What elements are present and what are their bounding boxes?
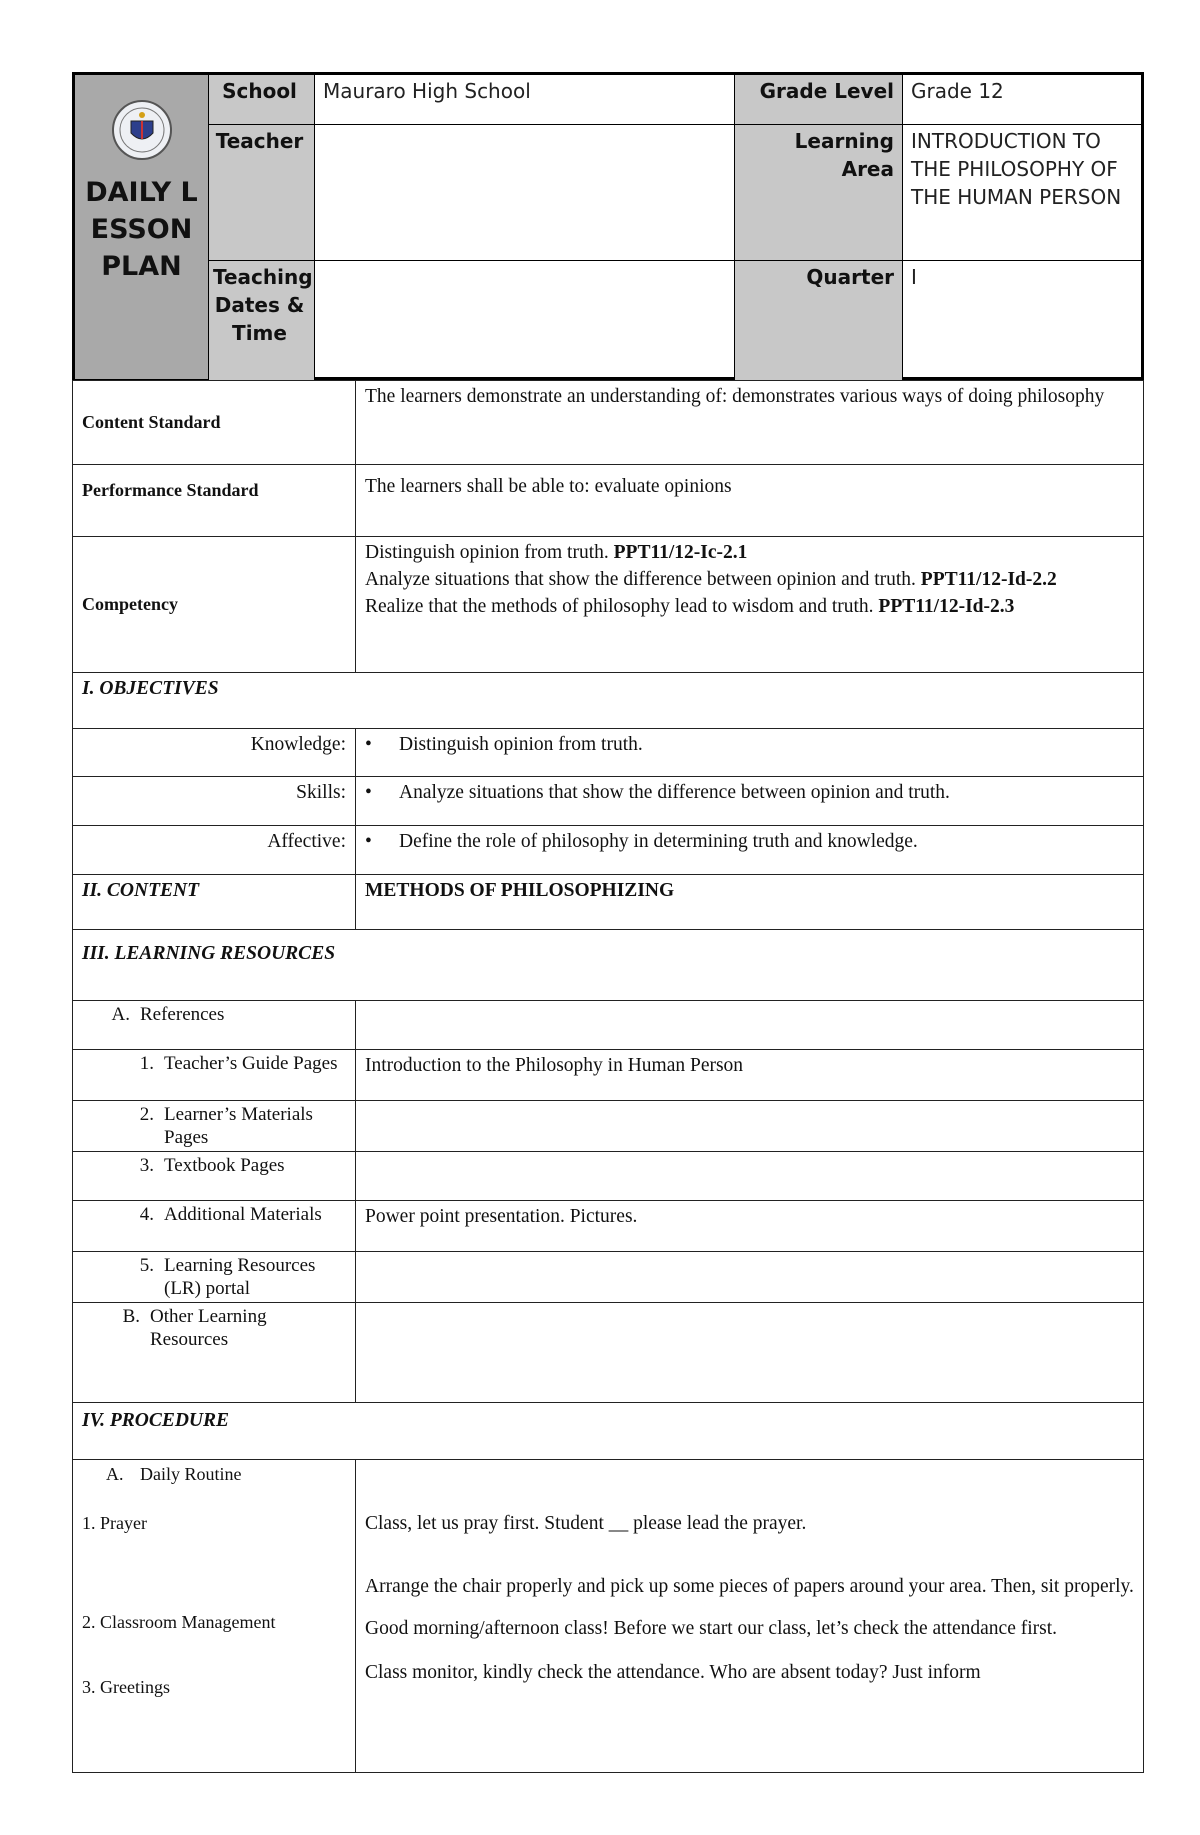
- procedure-heading: IV. PROCEDURE: [73, 1403, 1144, 1460]
- resource-row: 1. Teacher’s Guide Pages Introduction to the Philosophy in Human Person: [73, 1050, 1144, 1101]
- objective-row: [73, 826, 1144, 875]
- procedure-heading-row: [73, 1403, 1144, 1460]
- teaching-dates-value: [315, 261, 735, 380]
- grade-level-value: Grade 12: [903, 75, 1141, 125]
- header-table: [72, 72, 1144, 380]
- content-standard-text: The learners demonstrate an understanding of: demonstrates various ways of doing philosophy: [356, 381, 1144, 465]
- objective-text: Distinguish opinion from truth.: [399, 734, 643, 755]
- lesson-table: [72, 380, 1144, 1773]
- learning-area-label: Learning Area: [735, 125, 903, 261]
- other-resources-label: Other Learning Resources: [150, 1306, 267, 1350]
- content-row: [73, 875, 1144, 930]
- greetings-text: Good morning/afternoon class! Before we start our class, let’s check the attendance first.: [365, 1618, 1058, 1639]
- school-value: Mauraro High School: [315, 75, 735, 125]
- objectives-heading: I. OBJECTIVES: [73, 673, 1144, 729]
- teacher-value: [315, 125, 735, 261]
- bullet-icon: •: [365, 734, 372, 755]
- other-resources-value: [356, 1303, 1144, 1403]
- teacher-label: Teacher: [209, 125, 315, 261]
- bullet-icon: •: [365, 831, 372, 852]
- objective-label: Skills:: [73, 777, 356, 826]
- school-label: School: [209, 75, 315, 125]
- classroom-management-text: Arrange the chair properly and pick up some pieces of papers around your area. Then, sit properly.: [365, 1576, 1134, 1597]
- performance-standard-text: The learners shall be able to: evaluate opinions: [356, 465, 1144, 537]
- learning-area-value: INTRODUCTION TO THE PHILOSOPHY OF THE HUMAN PERSON: [903, 125, 1141, 261]
- competency-item: Analyze situations that show the difference between opinion and truth. PPT11/12-Id-2.2: [365, 569, 1057, 590]
- bullet-icon: •: [365, 782, 372, 803]
- resource-row: 3. Textbook Pages: [73, 1152, 1144, 1201]
- objective-text: Analyze situations that show the difference between opinion and truth.: [399, 782, 950, 803]
- objectives-heading-row: [73, 673, 1144, 729]
- grade-level-label: Grade Level: [735, 75, 903, 125]
- resource-value: [356, 1252, 1144, 1303]
- resource-label: Learning Resources (LR) portal: [164, 1255, 316, 1299]
- resource-row: 5. Learning Resources (LR) portal: [73, 1252, 1144, 1303]
- attendance-text: Class monitor, kindly check the attendance. Who are absent today? Just inform: [365, 1662, 981, 1683]
- lesson-plan-page: [72, 72, 1144, 1773]
- daily-routine-label: A. Daily Routine: [106, 1464, 242, 1484]
- resource-row: 4. Additional Materials Power point presentation. Pictures.: [73, 1201, 1144, 1252]
- references-label: References: [140, 1004, 225, 1025]
- objective-row: [73, 729, 1144, 777]
- greetings-label: 3. Greetings: [82, 1677, 170, 1697]
- content-standard-label: Content Standard: [73, 381, 356, 465]
- resources-heading-row: [73, 930, 1144, 1001]
- document-title: DAILY LESSON PLAN: [85, 177, 198, 282]
- performance-standard-label: Performance Standard: [73, 465, 356, 537]
- resource-label: Learner’s Materials Pages: [164, 1104, 313, 1148]
- objective-label: Knowledge:: [73, 729, 356, 777]
- resources-heading: III. LEARNING RESOURCES: [73, 930, 1144, 1001]
- title-cell: [75, 75, 209, 380]
- performance-standard-row: [73, 465, 1144, 537]
- resource-value: Introduction to the Philosophy in Human Person: [356, 1050, 1144, 1101]
- competency-label: Competency: [73, 537, 356, 673]
- quarter-label: Quarter: [735, 261, 903, 380]
- resource-value: Power point presentation. Pictures.: [356, 1201, 1144, 1252]
- daily-routine-row: [73, 1460, 1144, 1773]
- resource-label: Teacher’s Guide Pages: [164, 1053, 338, 1074]
- prayer-text: Class, let us pray first. Student __ please lead the prayer.: [365, 1513, 807, 1534]
- quarter-value: I: [911, 265, 917, 289]
- references-value: [356, 1001, 1144, 1050]
- competency-item: Distinguish opinion from truth. PPT11/12-Ic-2.1: [365, 542, 748, 563]
- resource-value: [356, 1101, 1144, 1152]
- competency-text: [356, 537, 1144, 673]
- objective-text: Define the role of philosophy in determining truth and knowledge.: [399, 831, 918, 852]
- content-standard-row: [73, 381, 1144, 465]
- content-topic: METHODS OF PHILOSOPHIZING: [356, 875, 1144, 930]
- resource-label: Additional Materials: [164, 1204, 322, 1225]
- resource-value: [356, 1152, 1144, 1201]
- resource-row: 2. Learner’s Materials Pages: [73, 1101, 1144, 1152]
- competency-item: Realize that the methods of philosophy lead to wisdom and truth. PPT11/12-Id-2.3: [365, 596, 1015, 617]
- other-resources-row: B. Other Learning Resources: [73, 1303, 1144, 1403]
- competency-row: [73, 537, 1144, 673]
- prayer-label: 1. Prayer: [82, 1513, 147, 1533]
- objective-label: Affective:: [73, 826, 356, 875]
- resource-label: Textbook Pages: [164, 1155, 285, 1176]
- content-heading: II. CONTENT: [73, 875, 356, 930]
- deped-seal-icon: [111, 99, 173, 161]
- objective-row: [73, 777, 1144, 826]
- references-row: A. References: [73, 1001, 1144, 1050]
- teaching-dates-label: Teaching Dates & Time: [209, 261, 315, 380]
- classroom-management-label: 2. Classroom Management: [82, 1612, 276, 1632]
